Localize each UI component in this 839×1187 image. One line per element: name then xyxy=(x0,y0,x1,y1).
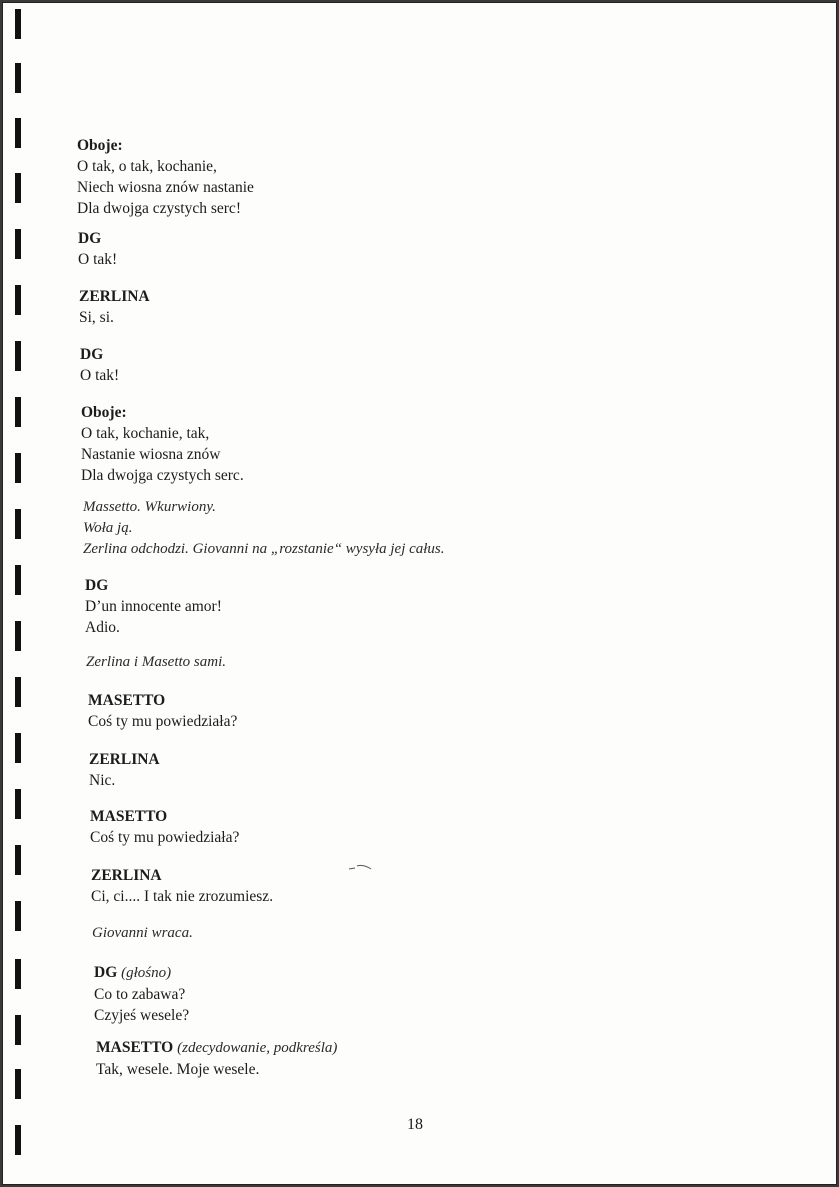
speaker-name: MASETTO xyxy=(96,1039,174,1056)
speaker-name: ZERLINA xyxy=(89,751,160,768)
document-page xyxy=(2,2,837,1185)
dialogue-line: O tak! xyxy=(78,251,118,268)
speaker-name: Oboje: xyxy=(77,137,123,154)
binding-holes xyxy=(7,3,25,1184)
dialogue-line: Dla dwojga czystych serc. xyxy=(81,467,244,484)
binding-hole xyxy=(15,901,21,931)
speaker-name: MASETTO xyxy=(88,692,166,709)
binding-hole xyxy=(15,845,21,875)
binding-hole xyxy=(15,285,21,315)
binding-hole xyxy=(15,1015,21,1045)
dialogue-block xyxy=(80,344,119,386)
binding-hole xyxy=(15,1125,21,1155)
binding-hole xyxy=(15,173,21,203)
stage-direction xyxy=(86,652,226,673)
speaker-name: MASETTO xyxy=(90,808,168,825)
binding-hole xyxy=(15,397,21,427)
stage-line: Giovanni wraca. xyxy=(92,925,193,941)
stage-line: Woła ją. xyxy=(83,520,133,536)
speaker-heading xyxy=(96,1037,337,1059)
dialogue-line: Adio. xyxy=(85,619,120,636)
speaker-name: DG xyxy=(78,230,102,247)
binding-hole xyxy=(15,118,21,148)
binding-hole xyxy=(15,453,21,483)
speaker-direction: (głośno) xyxy=(121,965,172,981)
binding-hole xyxy=(15,677,21,707)
dialogue-line: Ci, ci.... I tak nie zrozumiesz. xyxy=(91,888,274,905)
binding-hole xyxy=(15,9,21,39)
stage-direction xyxy=(92,923,193,944)
stage-line: Zerlina odchodzi. Giovanni na „rozstanie“ wysyła jej całus. xyxy=(83,541,445,557)
dialogue-block xyxy=(81,402,244,486)
binding-hole xyxy=(15,509,21,539)
dialogue-block xyxy=(96,1037,337,1080)
binding-hole xyxy=(15,1069,21,1099)
speaker-name: Oboje: xyxy=(81,404,127,421)
speaker-name: DG xyxy=(94,964,118,981)
dialogue-line: D’un innocente amor! xyxy=(85,598,222,615)
dialogue-block xyxy=(91,865,273,907)
dialogue-line: Co to zabawa? xyxy=(94,986,186,1003)
dialogue-line: O tak, kochanie, tak, xyxy=(81,425,210,442)
binding-hole xyxy=(15,565,21,595)
binding-hole xyxy=(15,733,21,763)
page-number: 18 xyxy=(407,1116,423,1133)
dialogue-block xyxy=(89,749,160,791)
dialogue-block xyxy=(85,575,222,638)
speaker-name: DG xyxy=(80,346,104,363)
ink-speck xyxy=(347,863,373,871)
binding-hole xyxy=(15,63,21,93)
dialogue-line: Dla dwojga czystych serc! xyxy=(77,200,241,217)
dialogue-block xyxy=(77,135,254,219)
dialogue-line: O tak, o tak, kochanie, xyxy=(77,158,217,175)
dialogue-line: Nastanie wiosna znów xyxy=(81,446,221,463)
dialogue-line: Niech wiosna znów nastanie xyxy=(77,179,254,196)
dialogue-block xyxy=(78,228,117,270)
dialogue-line: Nic. xyxy=(89,772,116,789)
speaker-heading xyxy=(94,962,189,984)
stage-direction xyxy=(83,497,445,560)
dialogue-block xyxy=(90,806,239,848)
dialogue-line: Coś ty mu powiedziała? xyxy=(88,713,238,730)
binding-hole xyxy=(15,621,21,651)
dialogue-block xyxy=(79,286,150,328)
dialogue-block xyxy=(94,962,189,1026)
dialogue-line: Czyjeś wesele? xyxy=(94,1007,190,1024)
dialogue-line: O tak! xyxy=(80,367,120,384)
binding-hole xyxy=(15,341,21,371)
dialogue-line: Tak, wesele. Moje wesele. xyxy=(96,1061,260,1078)
dialogue-line: Si, si. xyxy=(79,309,114,326)
speaker-name: ZERLINA xyxy=(91,867,162,884)
stage-line: Massetto. Wkurwiony. xyxy=(83,499,216,515)
binding-hole xyxy=(15,959,21,989)
dialogue-block xyxy=(88,690,237,732)
binding-hole xyxy=(15,789,21,819)
speaker-name: ZERLINA xyxy=(79,288,150,305)
dialogue-line: Coś ty mu powiedziała? xyxy=(90,829,240,846)
binding-hole xyxy=(15,229,21,259)
speaker-name: DG xyxy=(85,577,109,594)
speaker-direction: (zdecydowanie, podkreśla) xyxy=(177,1040,338,1056)
stage-line: Zerlina i Masetto sami. xyxy=(86,654,227,670)
